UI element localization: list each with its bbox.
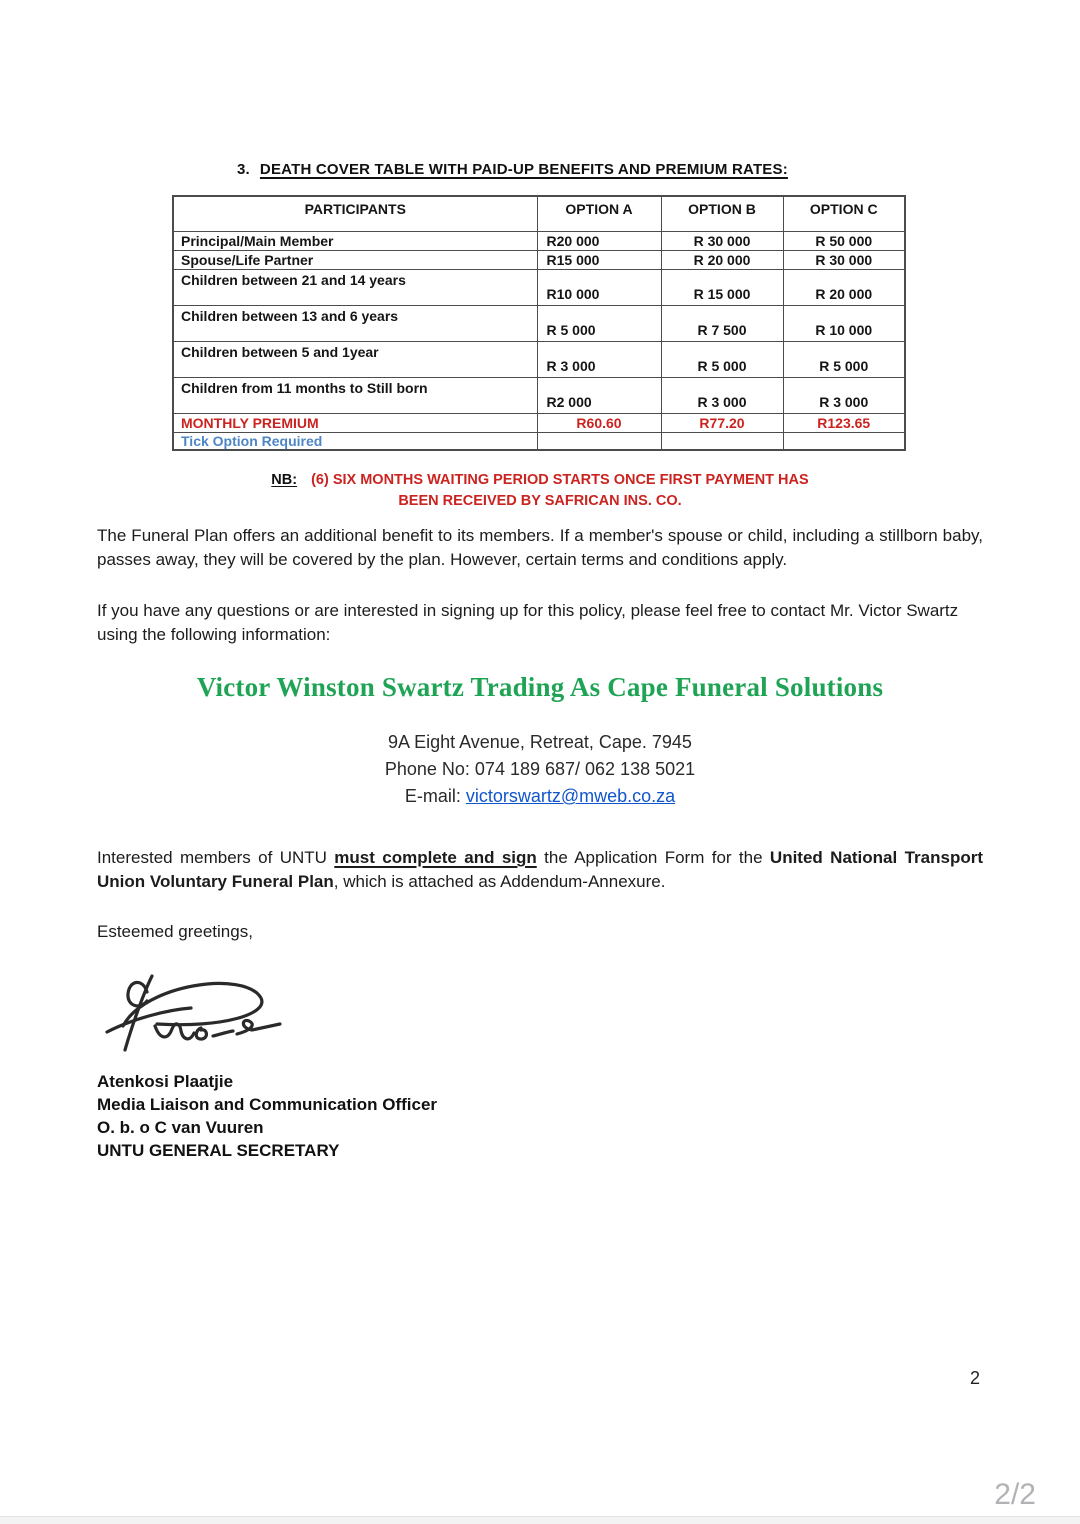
cell-option-a bbox=[537, 432, 661, 450]
closing-greeting: Esteemed greetings, bbox=[97, 922, 253, 941]
application-seg5: , which is attached as Addendum-Annexure. bbox=[333, 871, 666, 891]
cell-option-c bbox=[783, 432, 905, 450]
cell-option-b bbox=[661, 432, 783, 450]
header-option-c: OPTION C bbox=[783, 196, 905, 231]
death-cover-table bbox=[172, 195, 906, 451]
benefit-paragraph: The Funeral Plan offers an additional benefit to its members. If a member's spouse or child, including a stillborn baby, passes away, they will be covered by the plan. However, certain terms and conditions apply. bbox=[97, 526, 983, 569]
cell-option-b: R 3 000 bbox=[661, 377, 783, 413]
monthly-premium-row bbox=[173, 413, 905, 432]
viewer-page-indicator: 2/2 bbox=[994, 1478, 1036, 1511]
row-label: MONTHLY PREMIUM bbox=[173, 413, 537, 432]
cell-option-a: R2 000 bbox=[537, 377, 661, 413]
cell-option-b: R77.20 bbox=[661, 413, 783, 432]
company-address: 9A Eight Avenue, Retreat, Cape. 7945 bbox=[388, 732, 692, 752]
contact-block bbox=[0, 729, 1080, 810]
section-title-text: DEATH COVER TABLE WITH PAID-UP BENEFITS AND PREMIUM RATES: bbox=[259, 161, 788, 178]
signatory-name: Atenkosi Plaatjie bbox=[97, 1072, 234, 1091]
application-seg4: United National Transport Union Voluntary Funeral Plan bbox=[97, 848, 983, 891]
application-seg1: Interested members of UNTU bbox=[97, 848, 335, 867]
signatory-role2: O. b. o C van Vuuren bbox=[97, 1118, 264, 1137]
signature-image bbox=[95, 962, 305, 1064]
cell-option-c: R 10 000 bbox=[783, 305, 905, 341]
cell-option-a: R20 000 bbox=[537, 231, 661, 250]
document-page-number: 2 bbox=[969, 1368, 980, 1388]
row-label: Principal/Main Member bbox=[173, 231, 537, 250]
company-phone: Phone No: 074 189 687/ 062 138 5021 bbox=[384, 759, 696, 779]
nb-text-line2: BEEN RECEIVED BY SAFRICAN INS. CO. bbox=[398, 493, 682, 509]
table-row bbox=[173, 305, 905, 341]
signatory-role1: Media Liaison and Communication Officer bbox=[97, 1095, 438, 1114]
application-seg2: must complete and sign bbox=[334, 848, 537, 867]
signatory-block bbox=[97, 1070, 983, 1162]
table-row bbox=[173, 250, 905, 269]
table-row bbox=[173, 231, 905, 250]
nb-label: NB: bbox=[271, 472, 298, 488]
cell-option-a: R15 000 bbox=[537, 250, 661, 269]
cell-option-c: R123.65 bbox=[783, 413, 905, 432]
contact-intro-paragraph: If you have any questions or are interested in signing up for this policy, please feel free to contact Mr. Victor Swartz using the following information: bbox=[97, 601, 959, 644]
table-row bbox=[173, 269, 905, 305]
cell-option-c: R 5 000 bbox=[783, 341, 905, 377]
row-label: Spouse/Life Partner bbox=[173, 250, 537, 269]
nb-note bbox=[0, 470, 1080, 512]
table-row bbox=[173, 377, 905, 413]
row-label: Children between 5 and 1year bbox=[173, 341, 537, 377]
section-title-index: 3. bbox=[237, 161, 250, 178]
cell-option-b: R 30 000 bbox=[661, 231, 783, 250]
cell-option-a: R60.60 bbox=[537, 413, 661, 432]
email-label: E-mail: bbox=[404, 786, 466, 806]
nb-note-line1 bbox=[0, 470, 1080, 491]
cell-option-b: R 5 000 bbox=[661, 341, 783, 377]
company-heading: Victor Winston Swartz Trading As Cape Funeral Solutions bbox=[196, 672, 884, 702]
section-title bbox=[237, 0, 1080, 178]
application-seg3: the Application Form for the bbox=[536, 848, 770, 867]
application-paragraph bbox=[97, 846, 983, 893]
company-email-line bbox=[0, 783, 1080, 810]
cell-option-c: R 20 000 bbox=[783, 269, 905, 305]
table-row bbox=[173, 341, 905, 377]
cell-option-c: R 50 000 bbox=[783, 231, 905, 250]
cell-option-c: R 30 000 bbox=[783, 250, 905, 269]
header-option-a: OPTION A bbox=[537, 196, 661, 231]
viewer-bottom-bar bbox=[0, 1516, 1080, 1524]
table-header-row bbox=[173, 196, 905, 231]
header-option-b: OPTION B bbox=[661, 196, 783, 231]
row-label: Children from 11 months to Still born bbox=[173, 377, 537, 413]
header-participants: PARTICIPANTS bbox=[173, 196, 537, 231]
row-label: Tick Option Required bbox=[173, 432, 537, 450]
cell-option-b: R 15 000 bbox=[661, 269, 783, 305]
signatory-role3: UNTU GENERAL SECRETARY bbox=[97, 1141, 340, 1160]
row-label: Children between 13 and 6 years bbox=[173, 305, 537, 341]
cell-option-b: R 7 500 bbox=[661, 305, 783, 341]
cell-option-a: R 5 000 bbox=[537, 305, 661, 341]
cell-option-a: R 3 000 bbox=[537, 341, 661, 377]
email-link[interactable]: victorswartz@mweb.co.za bbox=[465, 786, 676, 806]
cell-option-c: R 3 000 bbox=[783, 377, 905, 413]
tick-option-row bbox=[173, 432, 905, 450]
nb-text-line1: (6) SIX MONTHS WAITING PERIOD STARTS ONCE FIRST PAYMENT HAS bbox=[311, 472, 809, 488]
cell-option-b: R 20 000 bbox=[661, 250, 783, 269]
row-label: Children between 21 and 14 years bbox=[173, 269, 537, 305]
cell-option-a: R10 000 bbox=[537, 269, 661, 305]
